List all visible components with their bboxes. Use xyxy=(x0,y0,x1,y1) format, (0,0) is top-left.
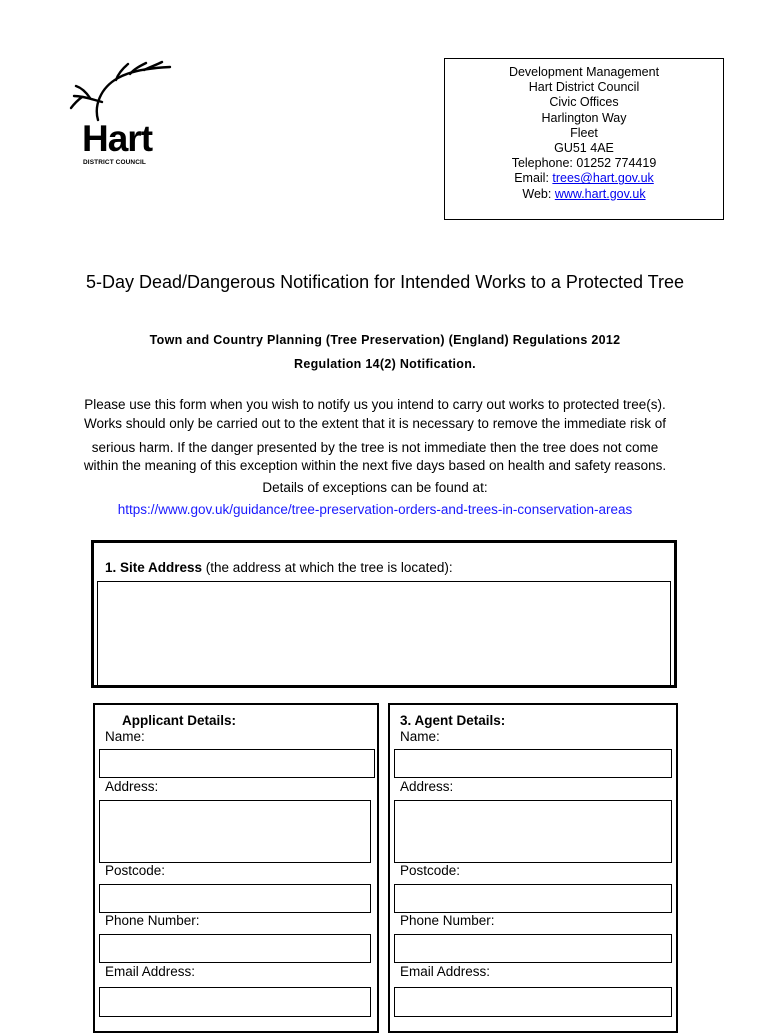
agent-postcode-label: Postcode: xyxy=(400,863,461,878)
site-address-label-bold: 1. Site Address xyxy=(105,560,203,575)
web-link[interactable]: www.hart.gov.uk xyxy=(554,186,646,201)
agent-name-field[interactable] xyxy=(394,749,672,778)
contact-line: Hart District Council xyxy=(528,80,640,95)
intro-line: Works should only be carried out to the extent that it is necessary to remove the immediate risk of xyxy=(83,416,667,431)
contact-line: GU51 4AE xyxy=(554,141,614,156)
intro-line: Details of exceptions can be found at: xyxy=(262,480,488,495)
applicant-phone-label: Phone Number: xyxy=(105,913,200,928)
regulation-notification-heading: Regulation 14(2) Notification. xyxy=(294,357,476,371)
site-address-section xyxy=(91,540,677,688)
agent-phone-label: Phone Number: xyxy=(400,913,495,928)
intro-line: within the meaning of this exception within the next five days based on health and safety reasons. xyxy=(83,458,667,473)
agent-phone-field[interactable] xyxy=(394,934,672,963)
logo-wordmark: Hart xyxy=(82,118,153,159)
contact-line: Fleet xyxy=(570,125,598,140)
applicant-postcode-label: Postcode: xyxy=(105,863,166,878)
applicant-name-field[interactable] xyxy=(99,749,375,778)
agent-postcode-field[interactable] xyxy=(394,884,672,913)
agent-email-field[interactable] xyxy=(394,987,672,1017)
web-label: Web: xyxy=(522,186,555,201)
applicant-email-label: Email Address: xyxy=(105,964,196,979)
applicant-name-label: Name: xyxy=(105,729,145,744)
contact-telephone: Telephone: 01252 774419 xyxy=(511,156,657,171)
contact-line: Harlington Way xyxy=(541,110,627,125)
applicant-postcode-field[interactable] xyxy=(99,884,371,913)
intro-line: Please use this form when you wish to notify us you intend to carry out works to protected tree(s). xyxy=(84,397,666,412)
contact-line: Development Management xyxy=(508,65,660,79)
site-address-label-hint: (the address at which the tree is located): xyxy=(202,560,453,575)
guidance-link[interactable]: https://www.gov.uk/guidance/tree-preservation-orders-and-trees-in-conservation-areas xyxy=(117,502,633,517)
hart-logo xyxy=(68,58,178,176)
agent-name-label: Name: xyxy=(400,729,440,744)
contact-web-row xyxy=(445,187,723,202)
agent-heading: 3. Agent Details: xyxy=(400,713,506,728)
site-address-label xyxy=(105,560,453,575)
agent-details-section xyxy=(388,703,678,1033)
contact-box xyxy=(444,58,724,220)
applicant-heading: Applicant Details: xyxy=(122,713,237,728)
agent-address-field[interactable] xyxy=(394,800,672,863)
email-link[interactable]: trees@hart.gov.uk xyxy=(552,171,654,186)
page-title: 5-Day Dead/Dangerous Notification for Intended Works to a Protected Tree xyxy=(86,272,684,292)
applicant-phone-field[interactable] xyxy=(99,934,371,963)
applicant-address-field[interactable] xyxy=(99,800,371,863)
email-label: Email: xyxy=(514,171,553,186)
contact-email-row xyxy=(445,171,723,186)
applicant-details-section xyxy=(93,703,379,1033)
applicant-address-label: Address: xyxy=(105,779,159,794)
logo-subtitle: DISTRICT COUNCIL xyxy=(83,159,146,166)
applicant-email-field[interactable] xyxy=(99,987,371,1017)
intro-line: serious harm. If the danger presented by the tree is not immediate then the tree does not come xyxy=(91,440,659,455)
contact-line: Civic Offices xyxy=(549,95,619,110)
agent-email-label: Email Address: xyxy=(400,964,491,979)
agent-address-label: Address: xyxy=(400,779,454,794)
site-address-field[interactable] xyxy=(97,581,671,686)
regulations-heading: Town and Country Planning (Tree Preservation) (England) Regulations 2012 xyxy=(149,333,621,347)
